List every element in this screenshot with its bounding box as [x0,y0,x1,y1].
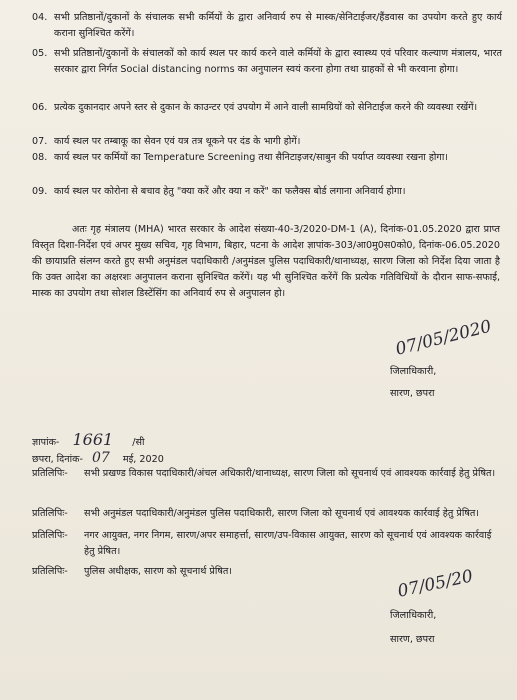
point-text: सभी प्रतिष्ठानों/दुकानों के संचालकों को कार्य स्थल पर कार्य करने वाले कर्मियों के द्वारा स्वास्थ्य एवं परिवार कल्याण मंत्रालय, भारत सरकार द्वारा निर्गत Social distancing norms का अनुपालन स्वयं करना होगा तथा ग्राहकों से भी करवाना होगा। [54,48,502,75]
copy-label: प्रतिलिपिः- [32,468,68,479]
copy-2 [32,506,502,522]
designation: जिलाधिकारी, [390,366,437,377]
point-6 [32,100,502,116]
point-4 [32,10,502,42]
handwritten-signature: 07/05/2020 [393,316,494,360]
copy-1 [32,466,502,482]
place: सारण, छपरा [390,634,435,645]
point-7 [32,134,502,150]
point-number: 09. [32,186,48,197]
point-5 [32,46,502,78]
point-text: प्रत्येक दुकानदार अपने स्तर से दुकान के काउन्टर एवं उपयोग में आने वाली सामग्रियों को सेनिटाईज करने की व्यवस्था रखेंगें। [54,102,478,113]
copy-3 [32,528,502,560]
point-number: 06. [32,102,48,113]
signature-block-1 [380,316,510,402]
date-label: छपरा, दिनांक- [32,454,83,465]
signature-block-2 [380,566,510,648]
point-9 [32,184,502,200]
point-number: 08. [32,152,48,163]
memo-number: 1661 [72,430,114,449]
designation: जिलाधिकारी, [390,610,437,621]
copy-text: सभी प्रखण्ड विकास पदाधिकारी/अंचल अधिकारी/थानाध्यक्ष, सारण जिला को सूचनार्थ एवं आवश्यक कार्रवाई हेतु प्रेषित। [84,468,496,479]
copy-label: प्रतिलिपिः- [32,566,68,577]
point-text: सभी प्रतिष्ठानों/दुकानों के संचालक सभी कर्मियों के द्वारा अनिवार्य रुप से मास्क/सेनिटाईजर/हैंडवास का उपयोग करते हुए कार्य कराना सुनिश्चित करेंगें। [54,12,502,39]
place: सारण, छपरा [390,388,435,399]
copy-text: नगर आयुक्त, नगर निगम, सारण/अपर समाहर्त्ता, सारण/उप-विकास आयुक्त, सारण को सूचनार्थ एवं आवश्यक कार्रवाई हेतु प्रेषित। [84,530,492,557]
memo-label: ज्ञापांक- [32,437,60,448]
memo-suffix: /सी [132,437,145,448]
point-text: कार्य स्थल पर कर्मियों का Temperature Screening तथा सैनिटाइजर/साबुन की पर्याप्त व्यवस्था रखना होगा। [54,152,448,163]
date-day: 07 [91,450,110,466]
date-month-year: मई, 2020 [122,454,164,465]
copy-label: प्रतिलिपिः- [32,530,68,541]
main-paragraph: अतः गृह मंत्रालय (MHA) भारत सरकार के आदेश संख्या-40-3/2020-DM-1 (A), दिनांक-01.05.2020 द्वारा प्राप्त विस्तृत दिशा-निर्देश एवं अपर मुख्य सचिव, गृह विभाग, बिहार, पटना के आदेश ज्ञापांक-303/आ0मु0स0को0, दिनांक-06.05.2020 की छायाप्रति संलग्न करते हुए सभी अनुमंडल पदाधिकारी /अनुमंडल पुलिस पदाधिकारी/थानाध्यक्ष, सारण जिला को निर्देश दिया जाता है कि उक्त आदेश का अक्षरशः अनुपालन कराना सुनिश्चित करेंगें। यह भी सुनिश्चित करेंगें कि प्रत्येक गतिविधियों के दौरान साफ-सफाई, मास्क का उपयोग तथा सोशल डिस्टेंसिंग का अनिवार्य रुप से अनुपालन हो। [32,224,500,299]
copy-text: सभी अनुमंडल पदाधिकारी/अनुमंडल पुलिस पदाधिकारी, सारण जिला को सूचनार्थ एवं आवश्यक कार्रवाई हेतु प्रेषित। [84,508,480,519]
point-text: कार्य स्थल पर कोरोना से बचाव हेतु "क्या करें और क्या न करें" का फलैक्स बोर्ड लगाना अनिवार्य होगा। [54,186,406,197]
copy-text: पुलिस अधीक्षक, सारण को सूचनार्थ प्रेषित। [84,566,232,577]
point-number: 07. [32,136,48,147]
point-number: 05. [32,48,48,59]
handwritten-signature: 07/05/20 [395,566,475,602]
copy-label: प्रतिलिपिः- [32,508,68,519]
point-number: 04. [32,12,48,23]
point-text: कार्य स्थल पर तम्बाकू का सेवन एवं यत्र तत्र थूकने पर दंड के भागी होगें। [54,136,301,147]
memo-line [32,432,144,451]
point-8 [32,150,502,166]
